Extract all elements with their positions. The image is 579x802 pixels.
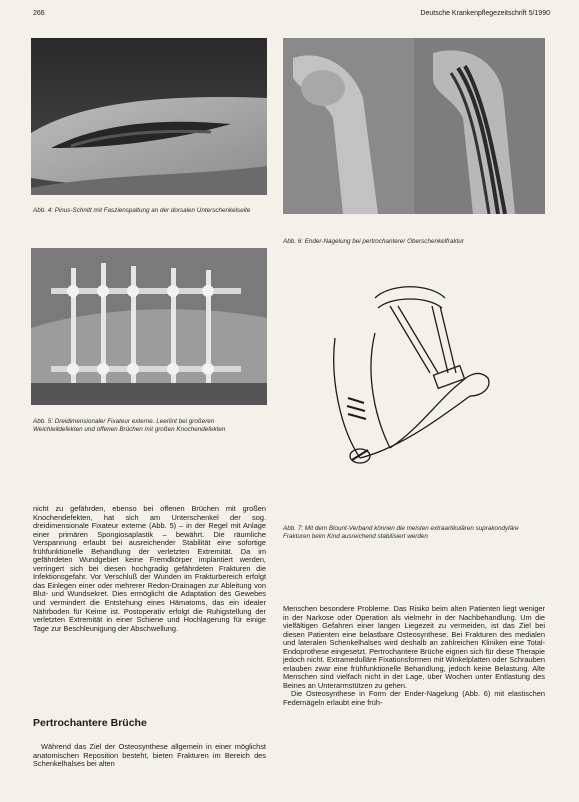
- right-column-text: [283, 605, 545, 708]
- figure-4-caption: Abb. 4: Pinus-Schnitt mit Faszienspaltung an der dorsalen Unterschenkelseite: [33, 207, 251, 214]
- figure-7-drawing: [320, 278, 520, 483]
- left-paragraph-1: nicht zu gefährden, ebenso bei offenen Brüchen mit großen Knochendefekten, hat sich am Unterschenkel der sog. dreidimensionale Fixateur externe (Abb. 5) – in der Regel mit Anlage einer primären Spongiosaplastik – bewährt. Die räumliche Verspannung erlaubt bei ausreichender Stabilität eine sofortige frühfunktionelle Behandlung der verletzten Extremität. Da im gefährdeten Wundgebiet keine Fremdkörper implantiert werden, verringert sich bei diesen hochgradig gefährdeten Frakturen die Infektionsgefahr. Vor Verschluß der Wunden im Frakturbereich erfolgt das Einlegen einer oder mehrerer Redon-Drainagen zur Ableitung von Blut- und Wundsekret. Dies ermöglicht die Adaptation des Gewebes und vermindert die Entstehung eines Hämatoms, das ein idealer Nährboden für Keime ist. Postoperativ erfolgt die Ruhigstellung der verletzten Extremität in einer Schiene und Hochlagerung für einige Tage zur Beschleunigung der Abschwellung.: [33, 504, 266, 633]
- figure-7-caption: Abb. 7: Mit dem Blount-Verband können die meisten extraartikulären suprakondyläre Frakturen beim Kind ausreichend stabilisiert werden: [283, 525, 519, 541]
- figure-5-caption: Abb. 5: Dreidimensionaler Fixateur externe. Leerlint bei großeren Weichteildefekten und offenen Brüchen mit großen Knochendefekten: [33, 418, 226, 434]
- left-paragraph-2: Während das Ziel der Osteosynthese allgemein in einer möglichst anatomischen Reposition besteht, bieten Frakturen im Bereich des Schenkelhalses bei alten: [33, 742, 266, 769]
- left-column-text-2: [33, 743, 266, 769]
- figure-6-xray: [283, 38, 545, 214]
- figure-6-caption: Abb. 6: Ender-Nagelung bei pertrochanterer Oberschenkelfraktur: [283, 238, 464, 245]
- section-heading: Pertrochantere Brüche: [33, 717, 147, 729]
- right-paragraph-1: Menschen besondere Probleme. Das Risiko beim alten Patienten liegt weniger in der Narkose oder Operation als vielmehr in der Nachbehandlung. Um die vielfältigen Gefahren einer langen Liegezeit zu vermeiden, ist das Ziel bei diesen Patienten eine belastbare Osteosynthese. Bei Frakturen des medialen und lateralen Schenkelhalses wird deshalb an zahlreichen Kliniken eine Total-Endoprothese eingesetzt. Pertrochantere Brüche eignen sich für diese Therapie jedoch nicht. Extramedulläre Fixationsformen mit Winkelplatten oder Schrauben erlauben zwar eine frühfunktionelle Behandlung, jedoch keine Belastung. Alte Menschen sind vielfach nicht in der Lage, über Wochen unter Entlastung des Beines an Unterarmstützen zu gehen.: [283, 604, 545, 690]
- left-column-text: [33, 505, 266, 633]
- journal-header: Deutsche Krankenpflegezeitschrift 5/1990: [420, 10, 550, 17]
- figure-4-photo: [31, 38, 267, 195]
- right-paragraph-2: Die Osteosynthese in Form der Ender-Nagelung (Abb. 6) mit elastischen Federnägeln erlaubt eine früh-: [283, 689, 545, 708]
- page-number: 266: [33, 10, 45, 17]
- figure-5-photo: [31, 248, 267, 405]
